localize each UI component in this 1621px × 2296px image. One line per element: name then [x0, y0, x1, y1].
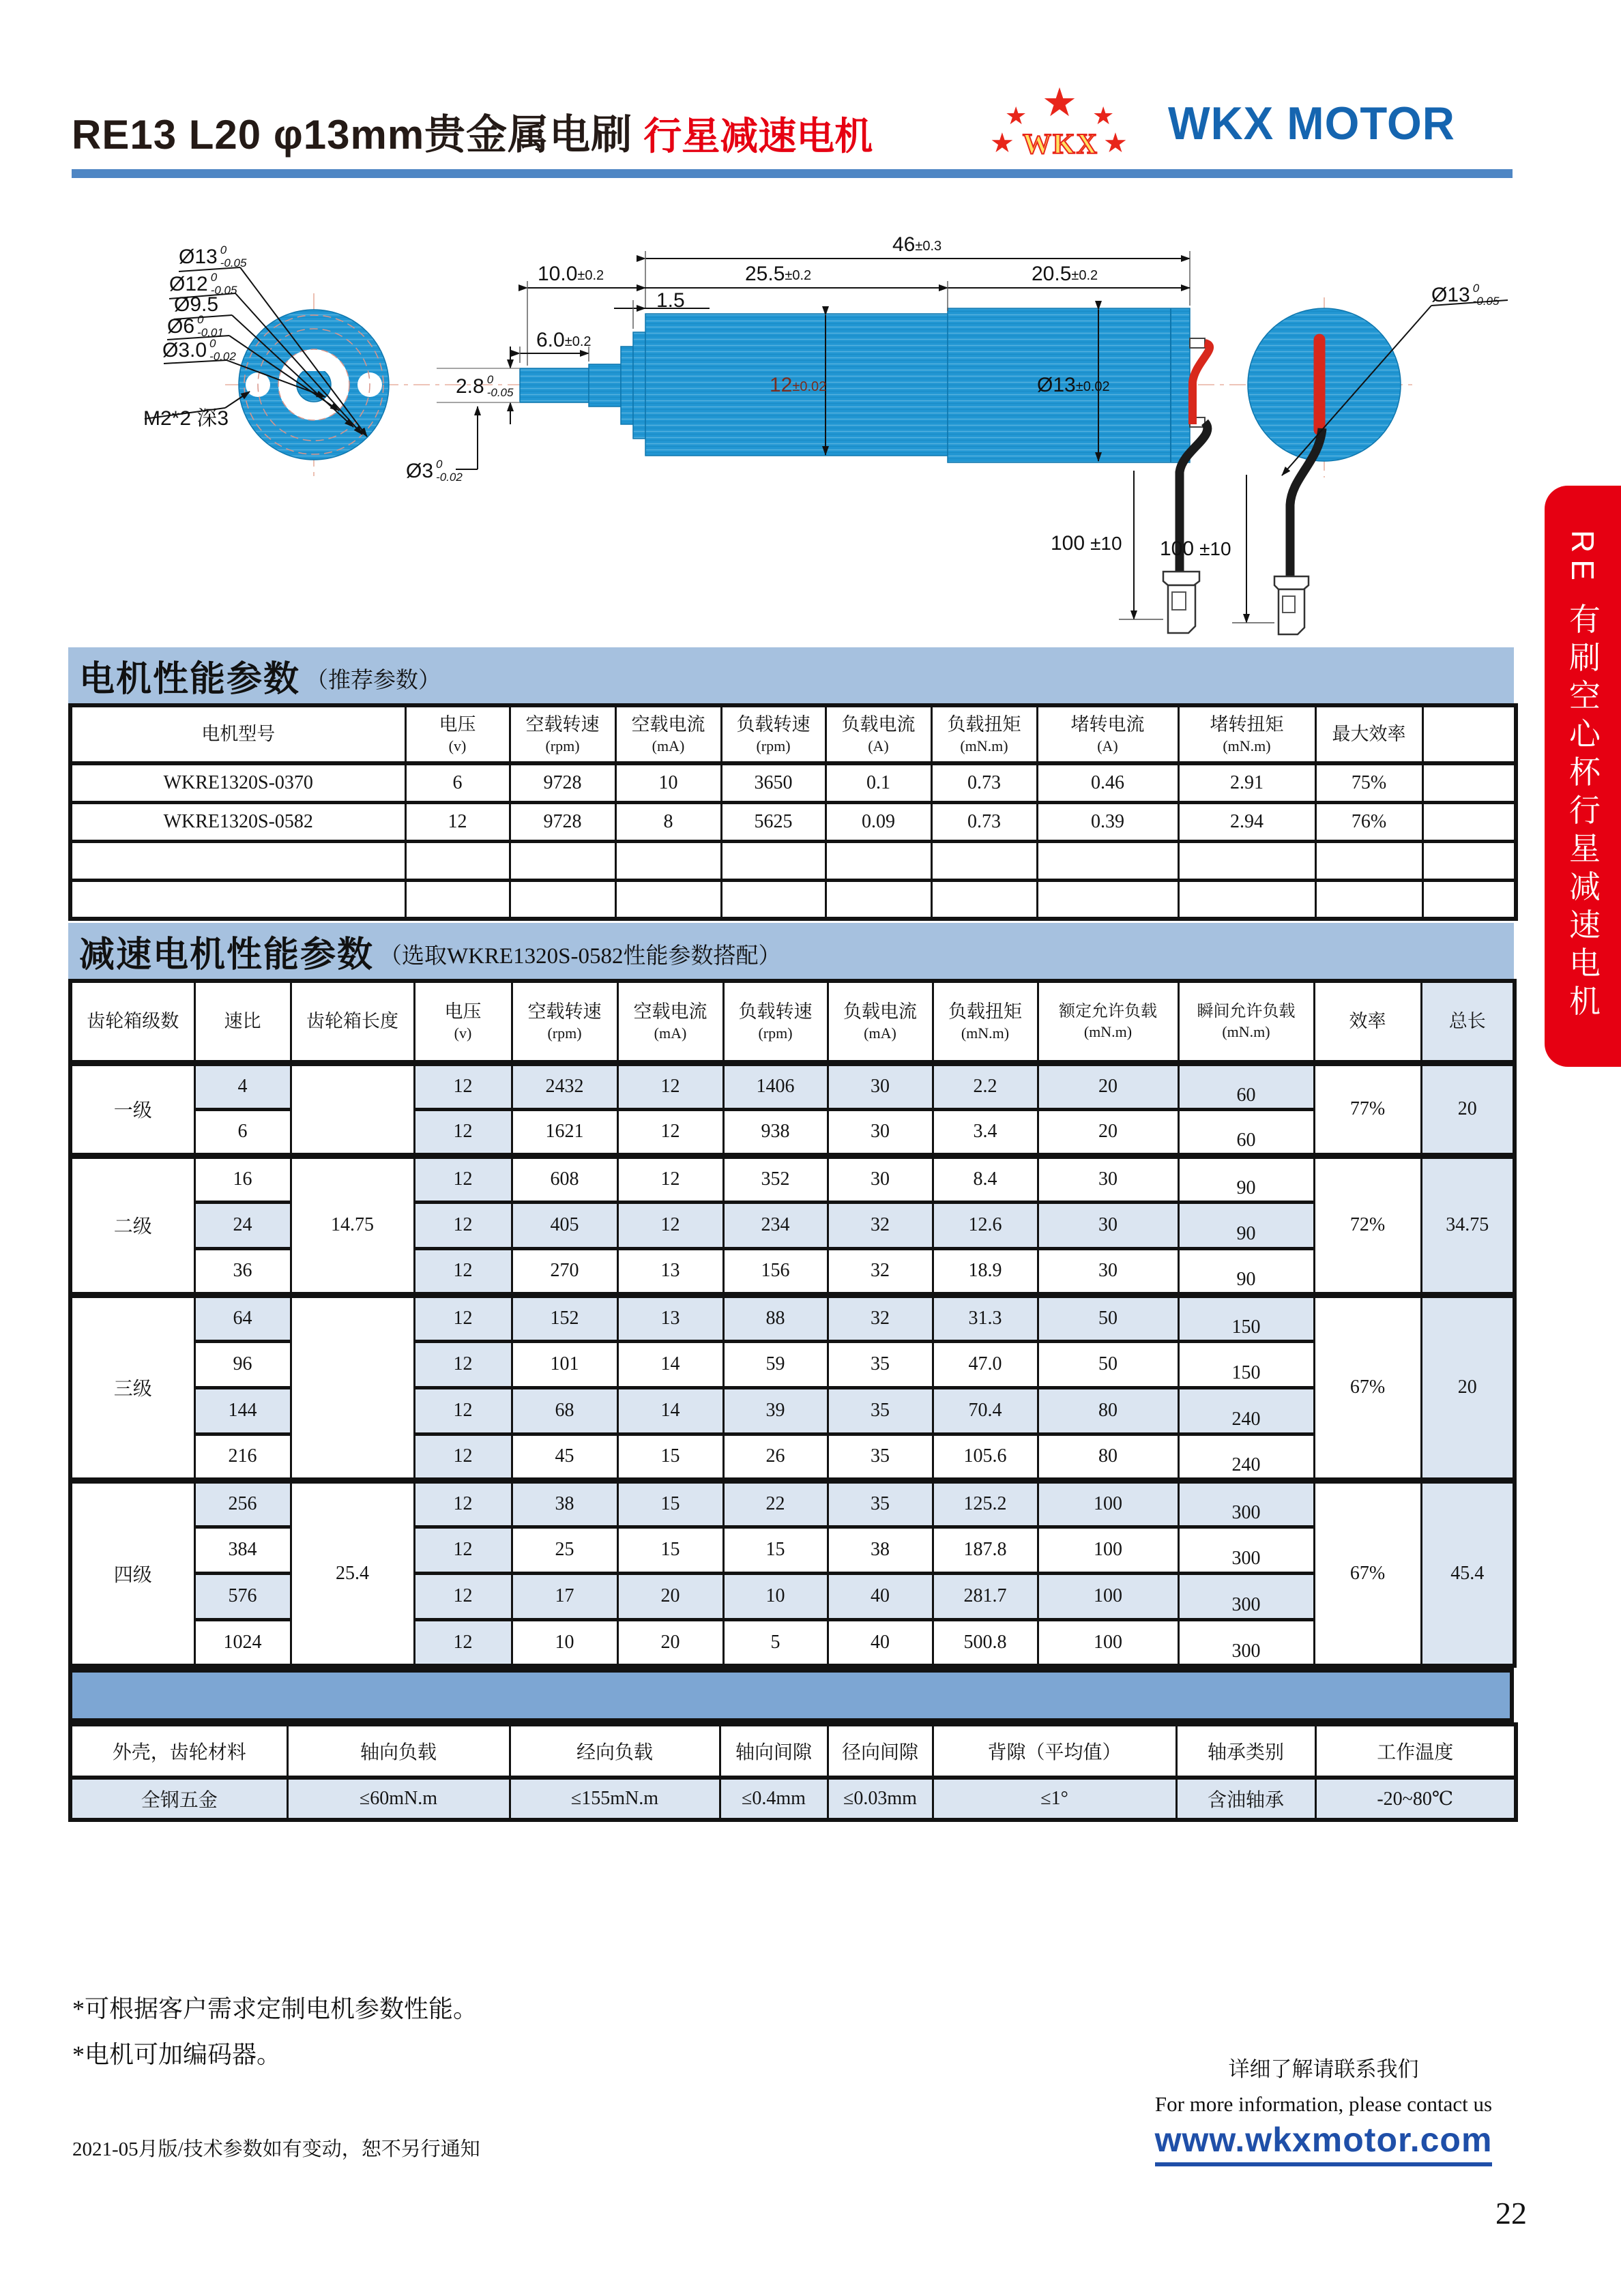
cell: 300 [1178, 1527, 1314, 1573]
cell: 8.4 [933, 1156, 1038, 1202]
dim-label: Ø3 0 -0.02 [406, 458, 463, 484]
cell: 50 [1038, 1341, 1178, 1387]
cell: 0.1 [826, 763, 931, 802]
table-row [70, 1480, 1515, 1527]
cell: ≤1° [933, 1778, 1176, 1820]
cell: 12 [617, 1156, 723, 1202]
col-header: 负载转速 (rpm) [721, 705, 826, 763]
cell: 20 [1038, 1063, 1178, 1109]
table-row [70, 1619, 1515, 1666]
cell: 35 [828, 1434, 933, 1480]
cell: 88 [723, 1295, 828, 1341]
table-row [70, 1434, 1515, 1480]
cell: 352 [723, 1156, 828, 1202]
cell: 0.73 [931, 763, 1037, 802]
cell: 40 [828, 1619, 933, 1666]
cell: 26 [723, 1434, 828, 1480]
cell: 2.91 [1178, 763, 1315, 802]
table1-header-row [70, 705, 1516, 763]
stage-cell: 四级 [70, 1480, 194, 1666]
cell: 47.0 [933, 1341, 1038, 1387]
cell: 576 [194, 1573, 291, 1619]
cell: 9728 [510, 802, 615, 841]
dim-label: M2*2 深3 [143, 407, 229, 430]
cell: ≤60mN.m [287, 1778, 510, 1820]
cell: 36 [194, 1248, 291, 1295]
cell: 0.73 [931, 802, 1037, 841]
cell: 12 [414, 1156, 512, 1202]
cell: 12 [617, 1063, 723, 1109]
cell: 12 [617, 1202, 723, 1248]
cell: 2.2 [933, 1063, 1038, 1109]
logo-text: WKX [1023, 129, 1098, 160]
dim-label: 12 ±0.02 [770, 374, 827, 396]
table-row [70, 1063, 1515, 1109]
table-row [70, 1778, 1516, 1820]
cell: 150 [1178, 1341, 1314, 1387]
col-header: 齿轮箱级数 [70, 981, 194, 1063]
cell: 281.7 [933, 1573, 1038, 1619]
cell: 39 [723, 1387, 828, 1434]
col-header: 经向负载 [510, 1724, 720, 1778]
col-header: 空载电流 (mA) [617, 981, 723, 1063]
cell: 0.09 [826, 802, 931, 841]
cell: 300 [1178, 1480, 1314, 1527]
cell: 100 [1038, 1527, 1178, 1573]
cell: 50 [1038, 1295, 1178, 1341]
cell: 270 [512, 1248, 617, 1295]
stage-cell: 三级 [70, 1295, 194, 1480]
table2-subtitle: （选取WKRE1320S-0582性能参数搭配） [379, 943, 781, 969]
col-header: 效率 [1314, 981, 1421, 1063]
cell: 20 [1038, 1109, 1178, 1156]
dim-label: Ø3.0 0 -0.02 [162, 337, 236, 363]
col-header: 速比 [194, 981, 291, 1063]
col-header: 工作温度 [1315, 1724, 1516, 1778]
cell: 100 [1038, 1573, 1178, 1619]
table2-title: 减速电机性能参数 [79, 935, 375, 975]
col-header: 径向间隙 [828, 1724, 933, 1778]
cell: 12 [414, 1480, 512, 1527]
table1-banner [68, 647, 1514, 703]
wire-connector [1274, 576, 1309, 634]
divider-band [68, 1668, 1514, 1722]
col-header: 轴承类别 [1176, 1724, 1315, 1778]
cell: ≤0.4mm [720, 1778, 828, 1820]
cell: 20 [617, 1619, 723, 1666]
cell: 405 [512, 1202, 617, 1248]
cell: 187.8 [933, 1527, 1038, 1573]
table2-banner [68, 923, 1514, 979]
cell: 144 [194, 1387, 291, 1434]
cell: 125.2 [933, 1480, 1038, 1527]
cell: 13 [617, 1248, 723, 1295]
cell: 30 [1038, 1156, 1178, 1202]
table-row [70, 1295, 1515, 1341]
col-header: 负载电流 (mA) [828, 981, 933, 1063]
cell: 38 [828, 1527, 933, 1573]
col-header: 负载电流 (A) [826, 705, 931, 763]
cell: 13 [617, 1295, 723, 1341]
series-side-tab-label: RE 有刷空心杯行星减速电机 [1565, 529, 1601, 1023]
cell: 608 [512, 1156, 617, 1202]
cell: 4 [194, 1063, 291, 1109]
table-row [70, 1573, 1515, 1619]
page-number: 22 [1495, 2196, 1527, 2231]
cell: 含油轴承 [1176, 1778, 1315, 1820]
cell: 15 [617, 1480, 723, 1527]
cell: 12 [414, 1109, 512, 1156]
cell: 96 [194, 1341, 291, 1387]
technical-drawing [0, 0, 1621, 655]
motor-performance-section [68, 647, 1514, 921]
cell: 76% [1315, 802, 1422, 841]
cell: 3.4 [933, 1109, 1038, 1156]
cell: 12 [414, 1202, 512, 1248]
dim-label: 10.0 ±0.2 [538, 263, 604, 285]
dim-label: 25.5 ±0.2 [745, 263, 812, 285]
cell: 300 [1178, 1573, 1314, 1619]
gearmotor-performance-table [68, 979, 1517, 1668]
cell: 14 [617, 1387, 723, 1434]
table1-subtitle: （推荐参数） [306, 668, 441, 693]
cell: 45 [512, 1434, 617, 1480]
cell: 70.4 [933, 1387, 1038, 1434]
cell: 30 [828, 1156, 933, 1202]
cell: 25 [512, 1527, 617, 1573]
cell: 12 [414, 1063, 512, 1109]
cell: WKRE1320S-0370 [70, 763, 405, 802]
cell: 30 [1038, 1202, 1178, 1248]
cell: 2432 [512, 1063, 617, 1109]
mechanical-spec-table [68, 1722, 1518, 1822]
dim-label: 46 ±0.3 [892, 233, 942, 256]
col-header: 空载电流 (mA) [615, 705, 721, 763]
cell: 12 [414, 1341, 512, 1387]
cell: 12 [414, 1527, 512, 1573]
cell: 32 [828, 1248, 933, 1295]
cell: 90 [1178, 1156, 1314, 1202]
page-title-accent: 行星减速电机 [643, 115, 873, 158]
table-row [70, 1109, 1515, 1156]
cell: 31.3 [933, 1295, 1038, 1341]
cell: 5 [723, 1619, 828, 1666]
cell [1422, 802, 1516, 841]
dim-label: 20.5 ±0.2 [1032, 263, 1098, 285]
col-header: 空载转速 (rpm) [512, 981, 617, 1063]
table-row [70, 1202, 1515, 1248]
cell: 60 [1178, 1109, 1314, 1156]
col-header: 瞬间允许负载 (mN.m) [1178, 981, 1314, 1063]
contact-block [1119, 2052, 1528, 2117]
cell: 938 [723, 1109, 828, 1156]
cell: 10 [512, 1619, 617, 1666]
brand-name: WKX MOTOR [1168, 98, 1455, 149]
cell: 60 [1178, 1063, 1314, 1109]
footnotes [72, 1986, 478, 2077]
cell [1422, 763, 1516, 802]
table-row-empty [70, 841, 1516, 880]
output-shaft [520, 368, 589, 402]
cell: 384 [194, 1527, 291, 1573]
cell: 68 [512, 1387, 617, 1434]
cell: 6 [194, 1109, 291, 1156]
cell: 12 [617, 1109, 723, 1156]
col-header: 堵转电流 (A) [1037, 705, 1178, 763]
cell: 152 [512, 1295, 617, 1341]
cell: 30 [828, 1063, 933, 1109]
cell: 100 [1038, 1480, 1178, 1527]
front-flange [633, 332, 645, 439]
stage-cell: 一级 [70, 1063, 194, 1156]
gearmotor-performance-section [68, 923, 1514, 1822]
red-wire [1193, 343, 1210, 424]
col-header: 总长 [1421, 981, 1515, 1063]
total-length-cell: 34.75 [1421, 1156, 1515, 1295]
cell: 500.8 [933, 1619, 1038, 1666]
col-header: 堵转扭矩 (mN.m) [1178, 705, 1315, 763]
cell: 35 [828, 1387, 933, 1434]
contact-cn: 详细了解请联系我们 [1228, 2057, 1419, 2081]
cell: 22 [723, 1480, 828, 1527]
cell: 105.6 [933, 1434, 1038, 1480]
col-header: 背隙（平均值） [933, 1724, 1176, 1778]
cell: 5625 [721, 802, 826, 841]
cell: 216 [194, 1434, 291, 1480]
cell: 3650 [721, 763, 826, 802]
cell: 38 [512, 1480, 617, 1527]
cell: 100 [1038, 1619, 1178, 1666]
cell: 8 [615, 802, 721, 841]
col-header: 负载扭矩 (mN.m) [931, 705, 1037, 763]
efficiency-cell: 77% [1314, 1063, 1421, 1156]
cell: 1406 [723, 1063, 828, 1109]
col-header [1422, 705, 1516, 763]
table-row [70, 1527, 1515, 1573]
table2-header-row [70, 981, 1515, 1063]
website-link[interactable]: www.wkxmotor.com [1155, 2120, 1493, 2166]
col-header: 负载扭矩 (mN.m) [933, 981, 1038, 1063]
efficiency-cell: 67% [1314, 1480, 1421, 1666]
cell [291, 1063, 414, 1156]
cell: 12 [414, 1248, 512, 1295]
table-row [70, 802, 1516, 841]
table-row [70, 1248, 1515, 1295]
cell: 25.4 [291, 1480, 414, 1666]
cell: WKRE1320S-0582 [70, 802, 405, 841]
footnote: *可根据客户需求定制电机参数性能。 [72, 1995, 478, 2022]
page-title: RE13 L20 φ13mm贵金属电刷 [72, 112, 633, 158]
dim-label: Ø13 0 -0.05 [179, 244, 247, 269]
col-header: 电机型号 [70, 705, 405, 763]
cell: 0.39 [1037, 802, 1178, 841]
cell: 35 [828, 1480, 933, 1527]
dim-label: 2.8 0 -0.05 [456, 373, 514, 399]
cell: 12.6 [933, 1202, 1038, 1248]
cell: 256 [194, 1480, 291, 1527]
star-icon: ★ [1042, 80, 1077, 125]
dim-label: 100 ±10 [1051, 532, 1122, 555]
cell: 156 [723, 1248, 828, 1295]
cell: 12 [414, 1295, 512, 1341]
cell: 75% [1315, 763, 1422, 802]
star-icon: ★ [1092, 102, 1115, 130]
dim-label: Ø9.5 [174, 293, 219, 316]
efficiency-cell: 72% [1314, 1156, 1421, 1295]
cell: 2.94 [1178, 802, 1315, 841]
wire-connector [1163, 572, 1199, 633]
version-note: 2021-05月版/技术参数如有变动，恕不另行通知 [72, 2138, 480, 2160]
table-row [70, 1341, 1515, 1387]
cell: 12 [414, 1387, 512, 1434]
dim-label: Ø13 ±0.02 [1037, 374, 1110, 396]
table-row [70, 1387, 1515, 1434]
total-length-cell: 45.4 [1421, 1480, 1515, 1666]
cell: 20 [617, 1573, 723, 1619]
cell: ≤155mN.m [510, 1778, 720, 1820]
cell: 15 [617, 1527, 723, 1573]
table1-title: 电机性能参数 [79, 660, 301, 699]
cell: 16 [194, 1156, 291, 1202]
contact-en: For more information, please contact us [1154, 2092, 1493, 2116]
cell: 35 [828, 1341, 933, 1387]
cell: 300 [1178, 1619, 1314, 1666]
cell: 240 [1178, 1387, 1314, 1434]
cell: 6 [405, 763, 510, 802]
cell: 24 [194, 1202, 291, 1248]
footnote: *电机可加编码器。 [72, 2040, 282, 2068]
table-row-empty [70, 880, 1516, 919]
table-row [70, 763, 1516, 802]
cell: 0.46 [1037, 763, 1178, 802]
col-header: 额定允许负载 (mN.m) [1038, 981, 1178, 1063]
cell [291, 1295, 414, 1480]
cell: 12 [414, 1573, 512, 1619]
cell: 80 [1038, 1387, 1178, 1434]
dim-label: 100 ±10 [1160, 538, 1231, 560]
star-icon: ★ [990, 128, 1014, 158]
col-header: 电压 (v) [405, 705, 510, 763]
star-icon: ★ [1103, 128, 1128, 158]
cell: 1621 [512, 1109, 617, 1156]
cell: 9728 [510, 763, 615, 802]
stage-cell: 二级 [70, 1156, 194, 1295]
cell: ≤0.03mm [828, 1778, 933, 1820]
cell: 30 [1038, 1248, 1178, 1295]
cell: 32 [828, 1295, 933, 1341]
motor-performance-table [68, 703, 1518, 921]
cell: 59 [723, 1341, 828, 1387]
cell: 14 [617, 1341, 723, 1387]
cell: 10 [723, 1573, 828, 1619]
efficiency-cell: 67% [1314, 1295, 1421, 1480]
dim-label: 1.5 [656, 289, 685, 312]
cell: 17 [512, 1573, 617, 1619]
cell: -20~80℃ [1315, 1778, 1516, 1820]
cell: 32 [828, 1202, 933, 1248]
col-header: 齿轮箱长度 [291, 981, 414, 1063]
col-header: 负载转速 (rpm) [723, 981, 828, 1063]
gearbox-body [645, 314, 948, 456]
dim-label: Ø12 0 -0.05 [169, 271, 237, 297]
dim-label: Ø13 0 -0.05 [1431, 282, 1500, 308]
table3-header-row [70, 1724, 1516, 1778]
website-link-wrap [1119, 2120, 1528, 2166]
col-header: 轴向负载 [287, 1724, 510, 1778]
cell: 10 [615, 763, 721, 802]
cell: 14.75 [291, 1156, 414, 1295]
cell: 18.9 [933, 1248, 1038, 1295]
cell: 15 [723, 1527, 828, 1573]
cell: 90 [1178, 1202, 1314, 1248]
dim-label: 6.0 ±0.2 [536, 329, 592, 351]
col-header: 电压 (v) [414, 981, 512, 1063]
cell: 101 [512, 1341, 617, 1387]
motor-body [948, 308, 1190, 462]
col-header: 外壳，齿轮材料 [70, 1724, 287, 1778]
cell: 90 [1178, 1248, 1314, 1295]
table-row [70, 1156, 1515, 1202]
cell: 30 [828, 1109, 933, 1156]
cell: 12 [414, 1434, 512, 1480]
total-length-cell: 20 [1421, 1063, 1515, 1156]
dim-label: Ø6 0 -0.01 [167, 313, 224, 339]
total-length-cell: 20 [1421, 1295, 1515, 1480]
col-header: 轴向间隙 [720, 1724, 828, 1778]
star-icon: ★ [1005, 102, 1027, 130]
cell: 12 [414, 1619, 512, 1666]
cell: 12 [405, 802, 510, 841]
cell: 64 [194, 1295, 291, 1341]
cell: 234 [723, 1202, 828, 1248]
cell: 240 [1178, 1434, 1314, 1480]
cell: 80 [1038, 1434, 1178, 1480]
cell: 1024 [194, 1619, 291, 1666]
col-header: 最大效率 [1315, 705, 1422, 763]
cell: 150 [1178, 1295, 1314, 1341]
cell: 40 [828, 1573, 933, 1619]
cell: 15 [617, 1434, 723, 1480]
cell: 全钢五金 [70, 1778, 287, 1820]
col-header: 空载转速 (rpm) [510, 705, 615, 763]
